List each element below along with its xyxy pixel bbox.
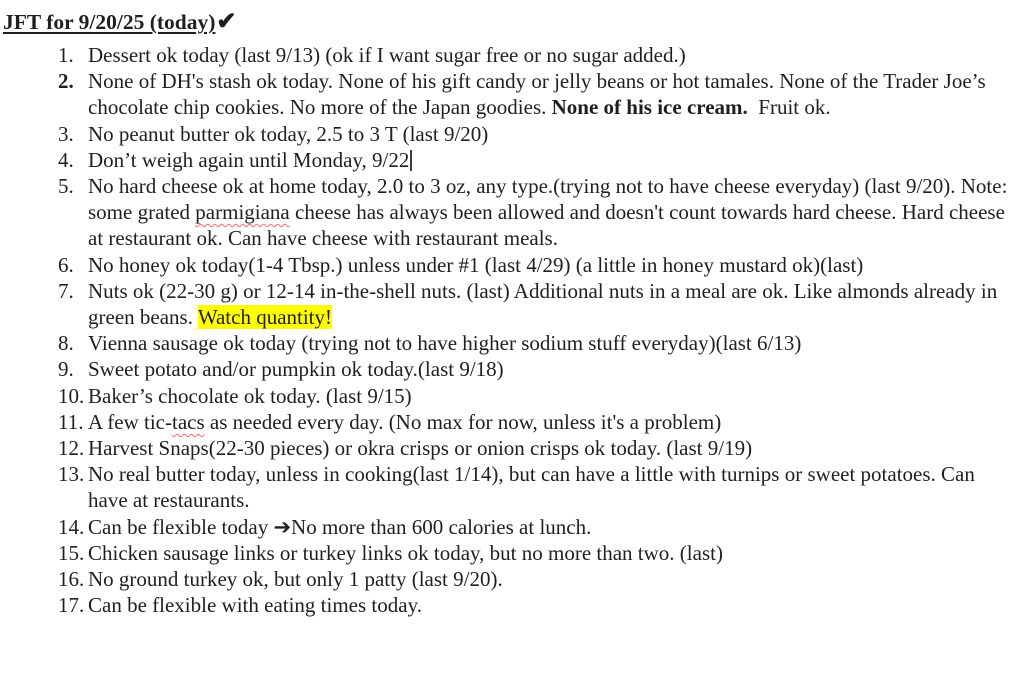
item-text — [88, 515, 591, 539]
text-segment: No honey ok today(1-4 Tbsp.) unless under #1 (last 4/29) (a little in honey mustard ok)(last) — [88, 252, 864, 277]
item-text — [88, 69, 991, 119]
text-segment: as needed every day. (No max for now, unless it's a problem) — [204, 409, 722, 434]
item-text — [88, 384, 412, 408]
text-segment: Chicken sausage links or turkey links ok today, but no more than two. (last) — [88, 540, 723, 565]
list-item[interactable] — [3, 383, 1011, 409]
text-segment: None of his ice cream. — [551, 95, 748, 120]
text-cursor — [410, 150, 411, 171]
list-item[interactable] — [3, 147, 1011, 173]
item-text — [88, 43, 686, 67]
item-number: 2. — [58, 69, 74, 94]
document-title — [3, 9, 1011, 35]
list-item[interactable] — [3, 330, 1011, 356]
misspelled-word: parmigiana — [195, 200, 290, 225]
list-item[interactable] — [3, 514, 1011, 540]
item-number: 6. — [58, 252, 74, 277]
text-segment: cheese has always been allowed and doesn't count towards hard cheese. Hard cheese at restaurant ok. Can have cheese with restaurant meals. — [88, 200, 1011, 251]
list-item[interactable] — [3, 42, 1011, 68]
list-item[interactable] — [3, 461, 1011, 513]
text-segment: No real butter today, unless in cooking(last 1/14), but can have a little with turnips or sweet potatoes. Can have at restaurants. — [88, 462, 981, 513]
item-text — [88, 567, 503, 591]
item-number: 4. — [58, 147, 74, 172]
item-text — [88, 357, 504, 381]
list-item[interactable] — [3, 592, 1011, 618]
text-segment: No ground turkey ok, but only 1 patty (last 9/20). — [88, 567, 503, 592]
item-text — [88, 279, 1002, 329]
text-segment: Fruit ok. — [747, 95, 831, 120]
item-number: 5. — [58, 174, 74, 199]
text-segment: No hard cheese ok at home today, 2.0 to 3 oz, any type.(trying not to have cheese everyday) (last 9/20). Note: some grated — [88, 174, 1013, 225]
item-number: 17. — [58, 593, 85, 618]
item-number: 11. — [58, 409, 84, 434]
item-text — [88, 174, 1013, 250]
item-text — [88, 331, 801, 355]
item-number: 1. — [58, 43, 74, 67]
item-text — [88, 410, 721, 434]
list-item[interactable] — [3, 252, 1011, 278]
text-segment: Harvest Snaps(22-30 pieces) or okra crisps or onion crisps ok today. (last 9/19) — [88, 436, 753, 461]
item-text — [88, 541, 723, 565]
item-text — [88, 462, 980, 512]
list-item[interactable] — [3, 435, 1011, 461]
text-segment: Don’t weigh again until Monday, 9/22 — [88, 147, 410, 172]
item-number: 8. — [58, 331, 74, 356]
item-number: 14. — [58, 514, 85, 539]
item-text — [88, 593, 422, 617]
item-text — [88, 253, 863, 277]
highlighted-text: Watch quantity! — [197, 305, 333, 330]
text-segment: Can be flexible with eating times today. — [88, 593, 422, 618]
list-item[interactable] — [3, 278, 1011, 330]
text-segment: Dessert ok today (last 9/13) (ok if I want sugar free or no sugar added.) — [88, 43, 686, 67]
text-segment: Vienna sausage ok today (trying not to have higher sodium stuff everyday)(last 6/13) — [88, 331, 802, 356]
checkmark-icon: ✔ — [216, 9, 237, 35]
text-segment: No peanut butter ok today, 2.5 to 3 T (last 9/20) — [88, 121, 489, 146]
jft-list — [3, 42, 1011, 618]
item-text — [88, 436, 752, 460]
text-segment: Nuts ok (22-30 g) or 12-14 in-the-shell nuts. (last) Additional nuts in a meal are ok. Like almonds already in green beans. — [88, 278, 1003, 330]
item-number: 9. — [58, 357, 74, 382]
list-item[interactable] — [3, 68, 1011, 120]
text-segment: Can be flexible today ➔No more than 600 calories at lunch. — [88, 514, 592, 539]
item-number: 13. — [58, 462, 85, 487]
item-text — [88, 148, 412, 172]
item-number: 15. — [58, 540, 85, 565]
item-number: 12. — [58, 436, 85, 461]
list-item[interactable] — [3, 356, 1011, 382]
list-item[interactable] — [3, 173, 1011, 252]
text-segment: A few tic- — [88, 409, 172, 434]
misspelled-word: tacs — [171, 409, 205, 434]
item-number: 10. — [58, 383, 85, 408]
item-number: 3. — [58, 121, 74, 146]
title-text: JFT for 9/20/25 (today) — [3, 10, 216, 34]
list-item[interactable] — [3, 566, 1011, 592]
item-number: 16. — [58, 567, 85, 592]
text-segment: None of DH's stash ok today. None of his gift candy or jelly beans or hot tamales. None of the Trader Joe’s chocolate chip cookies. No more of the Japan goodies. — [88, 69, 991, 120]
item-number: 7. — [58, 278, 74, 303]
text-segment: Baker’s chocolate ok today. (last 9/15) — [88, 383, 412, 408]
list-item[interactable] — [3, 540, 1011, 566]
text-segment: Sweet potato and/or pumpkin ok today.(last 9/18) — [88, 357, 504, 382]
item-text — [88, 122, 488, 146]
list-item[interactable] — [3, 121, 1011, 147]
list-item[interactable] — [3, 409, 1011, 435]
